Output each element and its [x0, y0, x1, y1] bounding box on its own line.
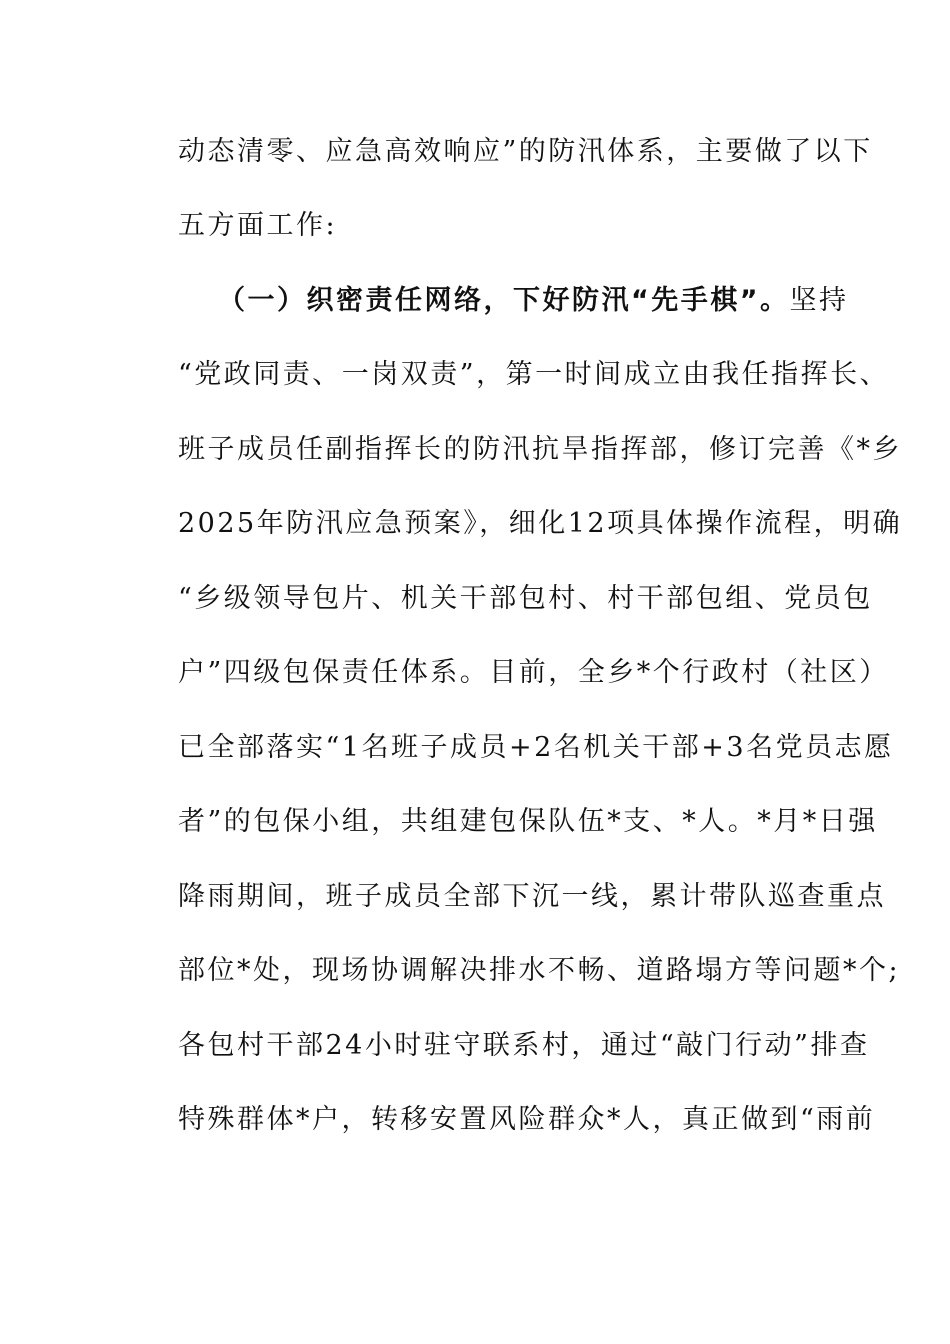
- text-line-12: 各包村干部24小时驻守联系村，通过“敲门行动”排查: [178, 1030, 870, 1061]
- text-line-8: 已全部落实“1名班子成员+2名机关干部+3名党员志愿: [178, 732, 894, 763]
- text-line-2: 五方面工作:: [178, 210, 338, 241]
- text-line-9: 者”的包保小组，共组建包保队伍*支、*人。*月*日强: [178, 806, 878, 837]
- text-line-13: 特殊群体*户，转移安置风险群众*人，真正做到“雨前: [178, 1104, 876, 1135]
- section-heading: （一）织密责任网络，下好防汛“先手棋”。: [218, 285, 790, 316]
- text-line-7: 户”四级包保责任体系。目前，全乡*个行政村（社区）: [178, 657, 889, 688]
- text-line-11: 部位*处，现场协调解决排水不畅、道路塌方等问题*个;: [178, 955, 901, 986]
- text-line-3: “党政同责、一岗双责”，第一时间成立由我任指挥长、: [178, 359, 890, 390]
- text-line-4: 班子成员任副指挥长的防汛抗旱指挥部，修订完善《*乡: [178, 434, 902, 465]
- text-line-1: 动态清零、应急高效响应”的防汛体系，主要做了以下: [178, 136, 873, 167]
- text-line-10: 降雨期间，班子成员全部下沉一线，累计带队巡查重点: [178, 881, 886, 912]
- text-line-6: “乡级领导包片、机关干部包村、村干部包组、党员包: [178, 583, 873, 614]
- heading-continuation: 坚持: [789, 285, 849, 316]
- section-heading-line: [218, 281, 898, 321]
- text-line-5: 2025年防汛应急预案》，细化12项具体操作流程，明确: [178, 508, 903, 539]
